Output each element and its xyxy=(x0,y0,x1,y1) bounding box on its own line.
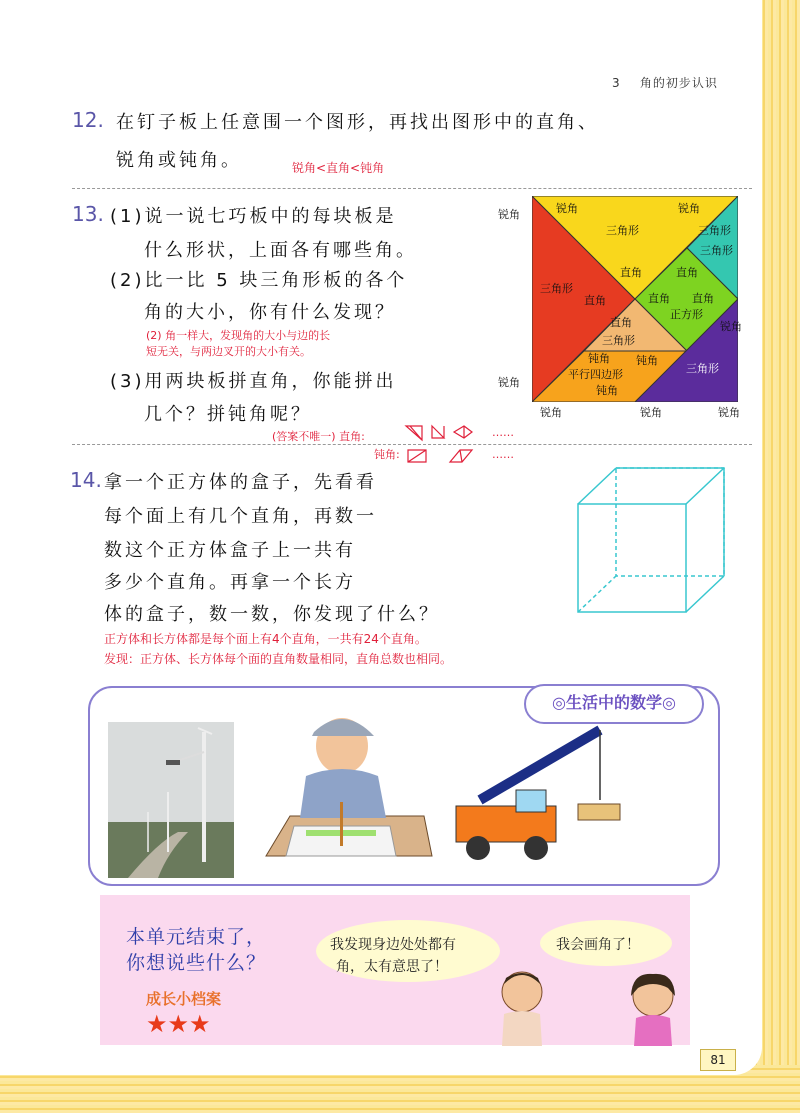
question-13-number: 13. xyxy=(72,202,104,226)
question-14-line1: 拿一个正方体的盒子，先看看 xyxy=(104,472,377,493)
tangram-label-acute: 锐角 xyxy=(718,406,740,419)
tangram-label-right: 直角 xyxy=(584,294,606,307)
tangram-label-acute: 锐角 xyxy=(640,406,662,419)
question-13-part2-line1: (2)比一比 5 块三角形板的各个 xyxy=(110,270,408,291)
cube-figure xyxy=(572,462,732,618)
crane-truck-illustration xyxy=(450,720,650,870)
tangram-label-acute: 锐角 xyxy=(720,320,742,333)
tangram-label-right: 直角 xyxy=(610,316,632,329)
question-13-part3-answer-right: (答案不唯一) 直角: xyxy=(272,430,365,443)
question-13-part2-line2: 角的大小，你有什么发现？ xyxy=(144,302,396,323)
question-14-answer2: 发现：正方体、长方体每个面的直角数量相同，直角总数也相同。 xyxy=(104,652,453,666)
tangram-label-acute: 锐角 xyxy=(498,376,520,389)
question-14-line3: 数这个正方体盒子上一共有 xyxy=(104,540,356,561)
divider xyxy=(72,188,752,189)
life-math-badge: ◎生活中的数学◎ xyxy=(524,684,704,724)
boy-avatar xyxy=(492,968,552,1046)
tangram-label-right: 直角 xyxy=(676,266,698,279)
tangram-label-acute: 锐角 xyxy=(540,406,562,419)
rating-stars-icon: ★★★ xyxy=(146,1010,211,1038)
question-13-part2-answer-line1: (2) 角一样大，发现角的大小与边的长 xyxy=(146,329,331,342)
tangram-label-triangle: 三角形 xyxy=(602,334,635,347)
question-14-line2: 每个面上有几个直角，再数一 xyxy=(104,506,377,527)
tangram-label-obtuse: 钝角 xyxy=(596,384,618,397)
question-13-part1-line2: 什么形状，上面各有哪些角。 xyxy=(144,240,417,261)
running-header xyxy=(612,74,718,91)
summary-question-line2: 你想说些什么？ xyxy=(126,952,267,974)
tangram-label-triangle: 三角形 xyxy=(700,244,733,257)
answer-ellipsis-2: …… xyxy=(492,448,514,461)
question-12-number: 12. xyxy=(72,108,104,132)
question-14-number: 14. xyxy=(70,468,102,492)
tangram-label-acute: 锐角 xyxy=(556,202,578,215)
question-13-part2-answer-line2: 短无关，与两边叉开的大小有关。 xyxy=(146,345,311,358)
question-12-line2: 锐角或钝角。 xyxy=(116,150,242,171)
tangram-label-triangle: 三角形 xyxy=(606,224,639,237)
tangram-label-acute: 锐角 xyxy=(678,202,700,215)
worker-drawing-illustration xyxy=(256,706,442,880)
girl-speech-text: 我会画角了！ xyxy=(556,937,640,953)
girl-avatar xyxy=(622,972,684,1046)
summary-question-line1: 本单元结束了， xyxy=(126,926,267,948)
tangram-label-triangle: 三角形 xyxy=(540,282,573,295)
tangram-label-parallelogram: 平行四边形 xyxy=(568,368,623,381)
tangram-label-square: 正方形 xyxy=(670,308,703,321)
question-13-part3-line2: 几个？拼钝角呢？ xyxy=(144,404,312,425)
growth-archive-label: 成长小档案 xyxy=(146,990,222,1008)
question-13-part3-line1: (3)用两块板拼直角，你能拼出 xyxy=(110,371,397,392)
answer-shapes-icon xyxy=(404,424,490,466)
boy-speech-line2: 角，太有意思了！ xyxy=(336,959,448,975)
divider xyxy=(72,444,752,445)
question-14-line5: 体的盒子，数一数，你发现了什么？ xyxy=(104,604,440,625)
chapter-number: 3 xyxy=(612,76,621,90)
question-13-part3-answer-obtuse: 钝角: xyxy=(374,448,400,461)
tangram-label-acute: 锐角 xyxy=(498,208,520,221)
question-13-part1-line1: (1)说一说七巧板中的每块板是 xyxy=(110,206,397,227)
street-lamp-photo xyxy=(108,722,234,878)
tangram-label-right: 直角 xyxy=(648,292,670,305)
question-14-line4: 多少个直角。再拿一个长方 xyxy=(104,572,356,593)
chapter-title: 角的初步认识 xyxy=(639,76,718,90)
tangram-label-triangle: 三角形 xyxy=(698,224,731,237)
boy-speech-line1: 我发现身边处处都有 xyxy=(330,937,456,953)
tangram-label-obtuse: 钝角 xyxy=(636,354,658,367)
question-14-answer1: 正方体和长方体都是每个面上有4个直角，一共有24个直角。 xyxy=(104,632,427,646)
tangram-label-right: 直角 xyxy=(620,266,642,279)
question-12-line1: 在钉子板上任意围一个图形，再找出图形中的直角、 xyxy=(116,112,599,133)
page-number: 81 xyxy=(700,1049,736,1071)
question-12-answer: 锐角<直角<钝角 xyxy=(292,161,385,175)
tangram-label-right: 直角 xyxy=(692,292,714,305)
tangram-label-triangle: 三角形 xyxy=(686,362,719,375)
answer-ellipsis-1: …… xyxy=(492,426,514,439)
tangram-label-obtuse: 钝角 xyxy=(588,352,610,365)
